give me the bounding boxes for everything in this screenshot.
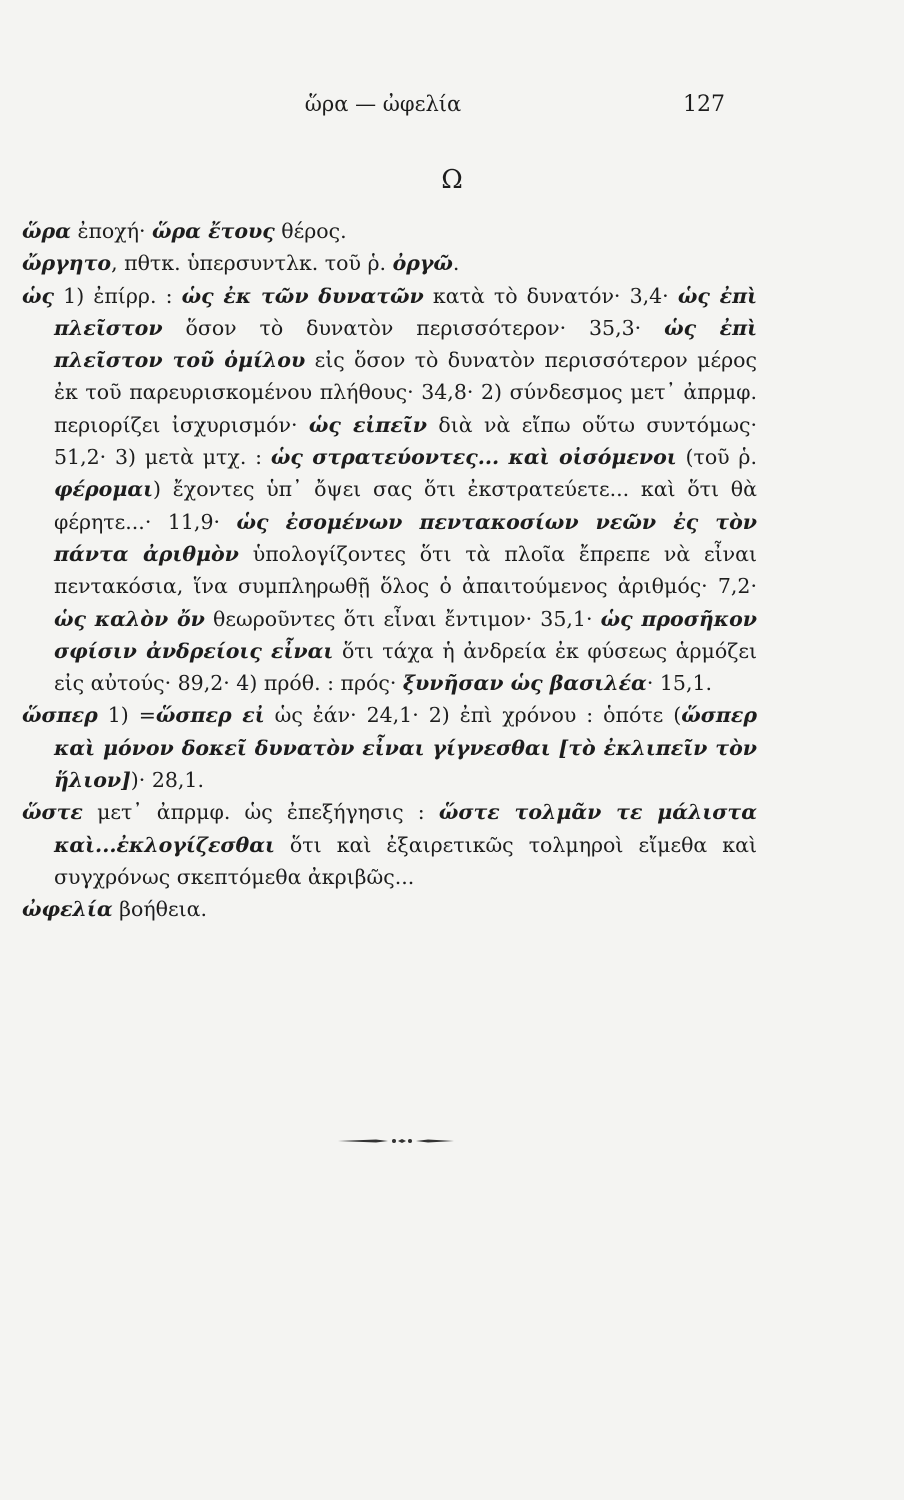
quoted-phrase: ὡς ἐπὶ πλεῖστον τοῦ ὁμίλου <box>54 315 758 373</box>
section-letter: Ω <box>441 165 463 195</box>
entry-text: ὡς ἐάν· 24,1· 2) ἐπὶ χρόνου : ὁπότε ( <box>264 703 682 728</box>
entry-text: 1) ἐπίρρ. : <box>54 283 182 308</box>
quoted-phrase: ὡς προσῆκον σφίσιν ἀνδρείοις εἶναι <box>54 606 757 663</box>
entry-text: . <box>452 251 460 276</box>
entry-text: εἰς ὅσον τὸ δυνατὸν περισσότερον μέρος ἐκ τοῦ παρευρισκομένου πλήθους· 34,8· 2) σύνδεσμος μετ᾽ ἀπρμφ. περιορίζει ἰσχυρισμόν· <box>54 348 757 437</box>
entry-text: ὅτι τάχα ἡ ἀνδρεία ἐκ φύσεως ἁρμόζει εἰς αὐτούς· 89,2· 4) πρόθ. : πρός· <box>54 638 757 696</box>
quoted-phrase: ὥρα ἔτους <box>152 219 275 243</box>
page-number: 127 <box>683 92 725 117</box>
entry-text: ὅσον τὸ δυνατὸν περισσότερον· 35,3· <box>162 315 665 340</box>
entry-headword: ὥρα <box>22 219 71 243</box>
dictionary-entry <box>22 796 757 893</box>
entry-text: 1) = <box>97 703 156 728</box>
end-ornament <box>336 1136 456 1146</box>
page-header <box>0 92 904 126</box>
entry-text: θέρος. <box>274 219 347 243</box>
quoted-phrase: ὡς ἐκ τῶν δυνατῶν <box>181 283 424 308</box>
entry-text: διὰ νὰ εἴπω οὕτω συντόμως· 51,2· 3) μετὰ μτχ. : <box>54 412 757 470</box>
dictionary-entry <box>22 893 757 925</box>
entry-headword: ὥστε <box>22 800 83 825</box>
quoted-phrase: ὡς εἰπεῖν <box>308 412 427 437</box>
entry-text: · 15,1. <box>646 671 713 696</box>
entry-text: θεωροῦντες ὅτι εἶναι ἔντιμον· 35,1· <box>204 606 601 631</box>
entry-text: )· 28,1. <box>130 768 204 793</box>
quoted-phrase: ὥστε τολμᾶν τε μάλιστα καὶ...ἐκλογίζεσθαι <box>54 800 757 857</box>
quoted-phrase: ὡς καλὸν ὄν <box>54 606 205 631</box>
quoted-phrase: ὡς ἐπὶ πλεῖστον <box>54 283 757 340</box>
entry-text: ὑπολογίζοντες ὅτι τὰ πλοῖα ἔπρεπε νὰ εἶναι πεντακόσια, ἵνα συμπληρωθῇ ὅλος ὁ ἀπαιτούμενος ἀριθμός· 7,2· <box>54 541 758 599</box>
entry-text: βοήθεια. <box>112 897 207 922</box>
running-title: ὥρα — ὠφελία <box>304 92 462 116</box>
entry-text: , πθτκ. ὑπερσυντλκ. τοῦ ῥ. <box>111 251 393 276</box>
entry-text: ἐποχή· <box>70 219 153 243</box>
dictionary-entry <box>22 215 757 247</box>
quoted-phrase: ὡς ἐσομένων πεντακοσίων νεῶν ἐς τὸν πάντα ἀριθμὸν <box>54 509 757 566</box>
dictionary-entries <box>22 215 757 926</box>
entry-text: μετ᾽ ἀπρμφ. ὡς ἐπεξήγησις : <box>82 800 439 825</box>
entry-text: ὅτι καὶ ἐξαιρετικῶς τολμηροὶ εἴμεθα καὶ συγχρόνως σκεπτόμεθα ἀκριβῶς... <box>54 832 757 889</box>
dictionary-entry <box>22 280 757 700</box>
entry-headword: ὡς <box>22 283 55 308</box>
quoted-phrase: ὥσπερ καὶ μόνον δοκεῖ δυνατὸν εἶναι γίγνεσθαι [τὸ ἐκλιπεῖν τὸν ἥλιον] <box>54 703 757 793</box>
entry-text: (τοῦ ῥ. <box>676 445 758 470</box>
entry-text: κατὰ τὸ δυνατόν· 3,4· <box>423 283 678 308</box>
dictionary-entry <box>22 247 757 279</box>
quoted-phrase: ὀργῶ <box>392 251 453 276</box>
quoted-phrase: φέρομαι <box>54 477 154 502</box>
entry-headword: ὠφελία <box>22 897 113 922</box>
quoted-phrase: ὡς στρατεύοντες... καὶ οἰσόμενοι <box>270 445 677 470</box>
dictionary-entry <box>22 699 757 796</box>
entry-headword: ὤργητο <box>22 251 112 276</box>
entry-text: ) ἔχοντες ὑπ᾽ ὄψει σας ὅτι ἐκστρατεύετε... καὶ ὅτι θὰ φέρητε...· 11,9· <box>54 477 757 534</box>
entry-headword: ὥσπερ <box>22 703 98 728</box>
quoted-phrase: ξυνῆσαν ὡς βασιλέα <box>402 671 647 696</box>
quoted-phrase: ὥσπερ εἰ <box>155 703 265 728</box>
